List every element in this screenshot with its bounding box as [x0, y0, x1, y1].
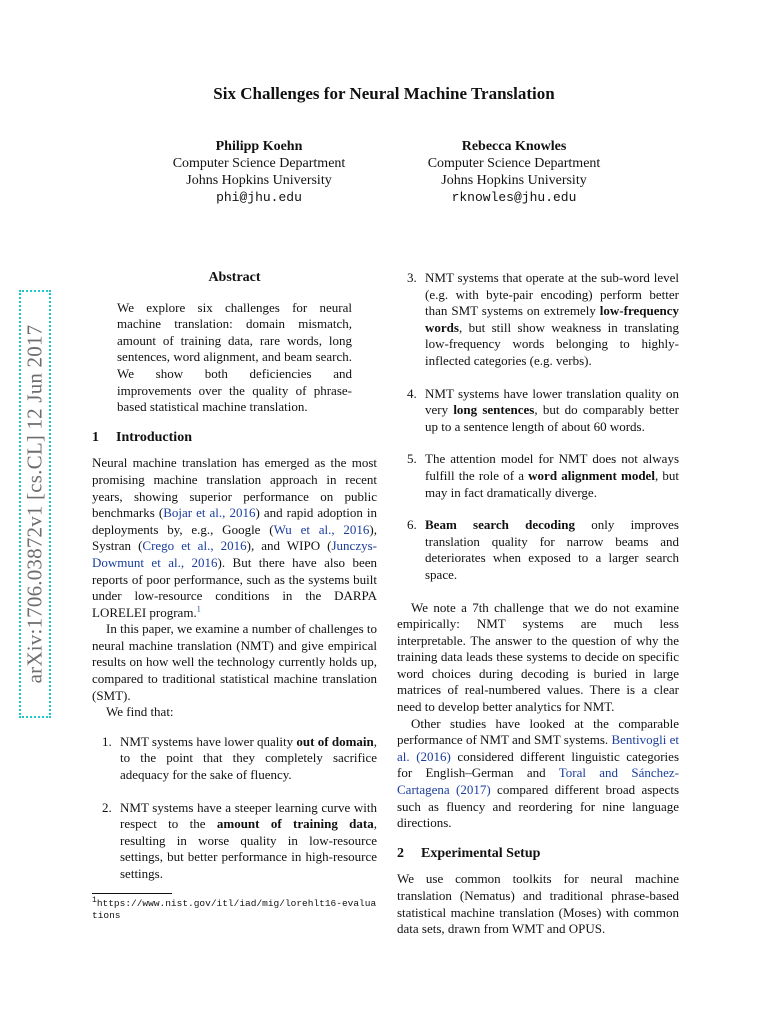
arxiv-stamp: [19, 290, 51, 718]
section-number: 1: [92, 429, 99, 445]
text-run: only improves translation quality for narrow beams and deteriorates when exposed to a larger search space.: [425, 517, 679, 582]
author-name: Rebecca Knowles: [461, 139, 567, 154]
text-run: NMT systems have lower quality: [120, 733, 297, 749]
citation-link[interactable]: Junczys-Dowmunt et al., 2016: [92, 538, 377, 570]
section-number: 2: [397, 845, 404, 861]
right-paragraph-1: We note a 7th challenge that we do not examine empirically: NMT systems are much less interpretable. The answer to the question of why the training data leads these systems to decide on specific word choices during decoding is buried in large matrices of real-numbered values. There is a clear need to develop better analytics for NMT.: [397, 599, 679, 715]
list-number: 3.: [407, 270, 417, 285]
text-run: , but still show weakness in translating low-frequency words belonging to highly-inflected categories (e.g. verbs).: [425, 319, 679, 368]
bold-term: low-frequency words: [425, 303, 679, 335]
arxiv-stamp-text: arXiv:1706.03872v1 [cs.CL] 12 Jun 2017: [22, 324, 47, 684]
section-title: Introduction: [116, 429, 192, 445]
intro-paragraph-2: In this paper, we examine a number of challenges to neural machine translation (NMT) and give empirical results on how well the technology currently holds up, compared to traditional statistical machine translation (SMT).: [92, 621, 377, 703]
list-number: 2.: [102, 799, 112, 815]
text-run: NMT systems have lower translation quality on very: [425, 385, 679, 418]
section-title: Experimental Setup: [421, 845, 541, 861]
text-run: , but do comparably better up to a sentence length of about 60 words.: [425, 402, 679, 434]
citation-link[interactable]: Bojar et al., 2016: [163, 505, 256, 521]
text-run: Other studies have looked at the comparable performance of NMT and SMT systems.: [397, 715, 679, 748]
bold-term: long sentences: [453, 402, 535, 418]
abstract-heading: Abstract: [208, 270, 261, 285]
abstract-text: We explore six challenges for neural machine translation: domain mismatch, amount of training data, rare words, long sentences, word alignment, and beam search. We show both deficiencies and improvements over the quality of phrase-based statistical machine translation.: [117, 299, 352, 415]
text-run: , to the point that they completely sacrifice adequacy for the sake of fluency.: [120, 733, 377, 783]
list-item: [397, 386, 679, 436]
text-run: ). But there have also been reports of poor performance, such as the systems built under low-resource conditions in the DARPA LORELEI program.: [92, 554, 377, 620]
author-email[interactable]: rknowles@jhu.edu: [451, 190, 577, 205]
bold-term: out of domain: [296, 733, 374, 749]
challenge-list-left: [92, 734, 377, 883]
challenge-list-right: [397, 270, 679, 584]
citation-link[interactable]: Crego et al., 2016: [142, 538, 247, 554]
text-run: ), and WIPO (: [246, 538, 332, 554]
text-run: , but may in fact dramatically diverge.: [425, 467, 679, 500]
list-item: [92, 800, 377, 883]
text-run: , resulting in worse quality in low-resource settings, but better performance in high-resource settings.: [120, 816, 377, 881]
list-item: [92, 734, 377, 784]
author-name: Philipp Koehn: [215, 139, 303, 154]
intro-paragraph-3: We find that:: [106, 704, 174, 720]
text-run: The attention model for NMT does not always fulfill the role of a: [425, 451, 679, 483]
author-block-1: [129, 138, 389, 206]
citation-link[interactable]: Toral and Sánchez-Cartagena (2017): [397, 765, 679, 798]
text-run: compared different broad aspects such as fluency and reordering for nine language directions.: [397, 782, 679, 831]
footnote-marker[interactable]: 1: [196, 604, 201, 614]
bold-term: Beam search decoding: [425, 517, 575, 533]
footnote-divider: [92, 893, 172, 894]
list-item: [397, 451, 679, 501]
text-run: considered different linguistic categories for English–German and: [397, 748, 680, 781]
text-run: ), Systran (: [92, 521, 377, 554]
footnote-url[interactable]: https://www.nist.gov/itl/iad/mig/lorehlt16-evaluations: [92, 897, 377, 921]
list-item: [397, 270, 679, 370]
list-number: 5.: [407, 451, 417, 467]
text-run: Neural machine translation has emerged as the most promising machine translation approach in recent years, showing superior performance on public benchmarks (: [92, 455, 377, 521]
bold-term: amount of training data: [216, 816, 374, 832]
citation-link[interactable]: Bentivogli et al. (2016): [397, 732, 679, 764]
author-university: Johns Hopkins University: [186, 173, 332, 188]
section-heading-introduction: [92, 430, 377, 447]
list-number: 4.: [407, 385, 417, 401]
text-run: ) and rapid adoption in deployments by, e.g., Google (: [92, 505, 378, 537]
citation-link[interactable]: Wu et al., 2016: [273, 521, 370, 537]
setup-paragraph: We use common toolkits for neural machine translation (Nematus) and traditional phrase-based statistical machine translation (Moses) with common data sets, drawn from WMT and OPUS.: [397, 871, 679, 937]
text-run: NMT systems that operate at the sub-word level (e.g. with byte-pair encoding) perform better than SMT systems on extremely: [425, 270, 679, 319]
text-run: NMT systems have a steeper learning curve with respect to the: [120, 799, 377, 832]
left-column: [92, 270, 377, 922]
footnote-number: 1: [92, 895, 97, 905]
author-university: Johns Hopkins University: [441, 173, 587, 188]
intro-paragraph-1: [92, 455, 377, 621]
author-department: Computer Science Department: [172, 156, 346, 171]
paper-title: Six Challenges for Neural Machine Translation: [213, 84, 555, 103]
right-paragraph-2: [397, 716, 679, 832]
author-email[interactable]: phi@jhu.edu: [216, 190, 302, 205]
author-department: Computer Science Department: [427, 156, 601, 171]
footnote: [92, 895, 377, 922]
author-block-2: [384, 138, 644, 206]
section-heading-experimental-setup: [397, 846, 679, 863]
bold-term: word alignment model: [528, 467, 655, 483]
right-column: [397, 270, 679, 938]
list-number: 6.: [407, 517, 417, 533]
list-number: 1.: [102, 733, 112, 749]
list-item: [397, 517, 679, 583]
